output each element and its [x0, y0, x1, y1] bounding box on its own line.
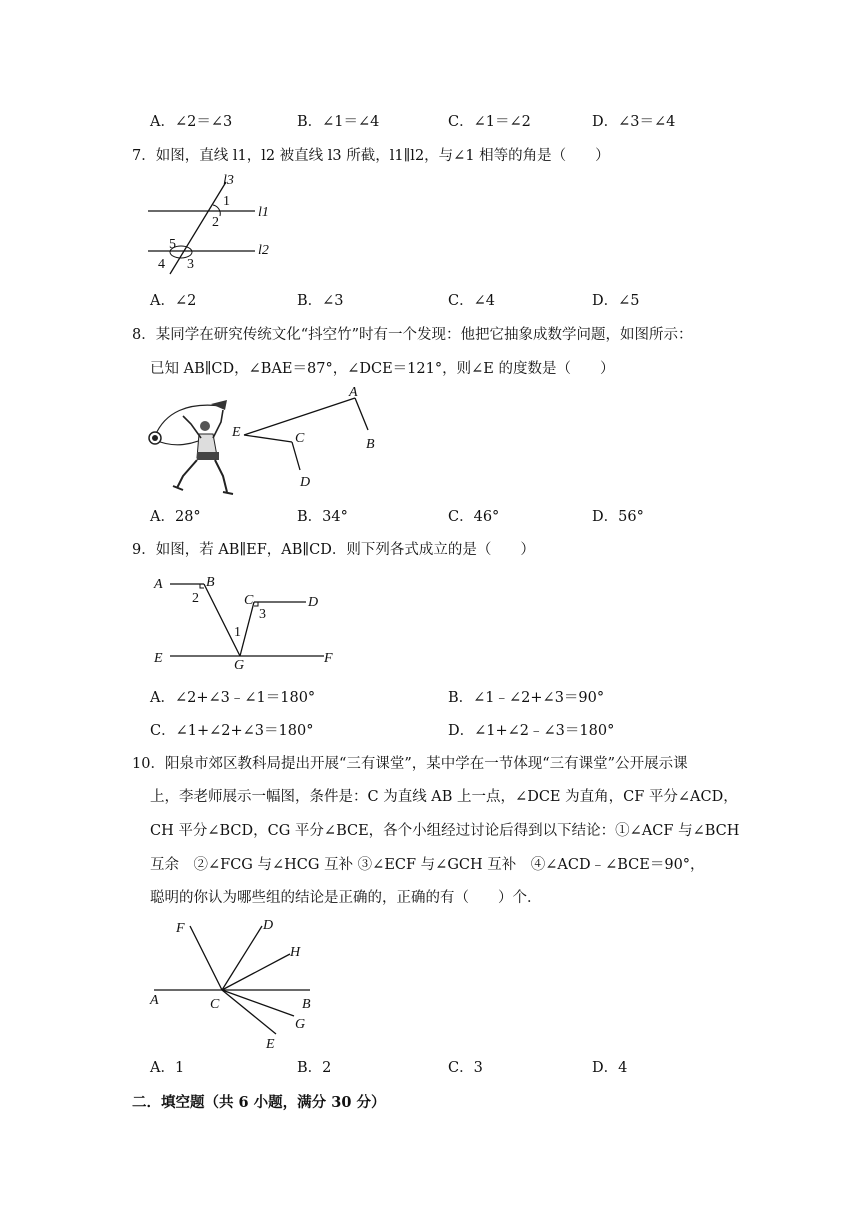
q10-option-c: C．3: [448, 1060, 483, 1076]
q9-option-a: A．∠2+∠3﹣∠1＝180°: [150, 690, 316, 706]
q9-label-f: F: [324, 651, 333, 666]
q8-stem-line1: 8．某同学在研究传统文化“抖空竹”时有一个发现：他把它抽象成数学问题，如图所示：: [132, 327, 693, 343]
q9-label-a: A: [154, 577, 163, 592]
q9-label-e: E: [154, 651, 163, 666]
q9-option-d: D．∠1+∠2﹣∠3＝180°: [448, 723, 615, 739]
q7-label-l3: l3: [223, 173, 234, 188]
q9-label-d: D: [308, 595, 319, 610]
q10-label-e: E: [266, 1037, 275, 1050]
q6-option-a: A．∠2＝∠3: [150, 114, 233, 130]
q6-option-c: C．∠1＝∠2: [448, 114, 531, 130]
q6-option-b: B．∠1＝∠4: [297, 114, 380, 130]
q10-label-g: G: [295, 1017, 306, 1032]
q7-label-l1: l1: [258, 205, 269, 220]
diabolo-player-image: [143, 398, 238, 496]
q8-figure: [228, 380, 388, 490]
q8-option-c: C．46°: [448, 509, 500, 525]
q9-label-angle2: 2: [192, 591, 199, 606]
q7-label-angle5: 5: [169, 237, 176, 252]
q9-label-angle1: 1: [234, 625, 241, 640]
q7-label-angle1: 1: [223, 194, 230, 209]
q8-stem-line2: 已知 AB∥CD，∠BAE＝87°，∠DCE＝121°，则∠E 的度数是（ ）: [150, 361, 615, 377]
q8-label-d: D: [300, 475, 311, 490]
q7-option-d: D．∠5: [592, 293, 640, 309]
q7-option-b: B．∠3: [297, 293, 344, 309]
q8-label-c: C: [295, 431, 305, 446]
q10-stem-line4: 互余 ②∠FCG 与∠HCG 互补 ③∠ECF 与∠GCH 互补 ④∠ACD﹣∠BCE＝90°，: [150, 857, 705, 873]
q7-option-c: C．∠4: [448, 293, 495, 309]
q7-label-angle3: 3: [187, 257, 194, 272]
q10-option-d: D．4: [592, 1060, 628, 1076]
q8-label-e: E: [232, 425, 241, 440]
q9-label-c: C: [244, 593, 254, 608]
q6-option-d: D．∠3＝∠4: [592, 114, 676, 130]
q9-label-b: B: [206, 575, 215, 590]
q8-label-b: B: [366, 437, 375, 452]
q9-stem: 9．如图，若 AB∥EF，AB∥CD．则下列各式成立的是（ ）: [132, 542, 535, 558]
q10-label-d: D: [263, 918, 274, 933]
q10-label-c: C: [210, 997, 220, 1012]
q9-option-b: B．∠1﹣∠2+∠3＝90°: [448, 690, 605, 706]
q9-option-c: C．∠1+∠2+∠3＝180°: [150, 723, 314, 739]
q10-stem-line5: 聪明的你认为哪些组的结论是正确的，正确的有（ ）个．: [150, 890, 542, 906]
q10-stem-line3: CH 平分∠BCD，CG 平分∠BCE，各个小组经过讨论后得到以下结论：①∠ACF 与∠BCH: [150, 823, 740, 839]
q7-stem: 7．如图，直线 l1，l2 被直线 l3 所截，l1∥l2，与∠1 相等的角是（ ）: [132, 148, 610, 164]
q7-label-l2: l2: [258, 243, 269, 258]
q10-label-f: F: [176, 921, 185, 936]
q10-label-a: A: [150, 993, 159, 1008]
q8-option-b: B．34°: [297, 509, 348, 525]
q9-label-g: G: [234, 658, 245, 670]
q10-label-h: H: [290, 945, 301, 960]
q7-label-angle2: 2: [212, 215, 219, 230]
q10-stem-line2: 上，李老师展示一幅图，条件是：C 为直线 AB 上一点，∠DCE 为直角，CF 平分∠ACD，: [150, 789, 738, 805]
q9-figure: [148, 570, 348, 670]
q7-option-a: A．∠2: [150, 293, 197, 309]
q10-option-a: A．1: [150, 1060, 185, 1076]
q7-figure: [140, 170, 290, 280]
q8-option-a: A．28°: [150, 509, 201, 525]
q10-label-b: B: [302, 997, 311, 1012]
q8-option-d: D．56°: [592, 509, 644, 525]
q8-label-a: A: [349, 385, 358, 400]
q10-option-b: B．2: [297, 1060, 332, 1076]
section-heading-fill-in: 二．填空题（共 6 小题，满分 30 分）: [132, 1094, 386, 1111]
q7-label-angle4: 4: [158, 257, 165, 272]
q10-figure: [142, 910, 332, 1050]
q10-stem-line1: 10．阳泉市郊区教科局提出开展“三有课堂”，某中学在一节体现“三有课堂”公开展示课: [132, 756, 688, 772]
q9-label-angle3: 3: [259, 607, 266, 622]
